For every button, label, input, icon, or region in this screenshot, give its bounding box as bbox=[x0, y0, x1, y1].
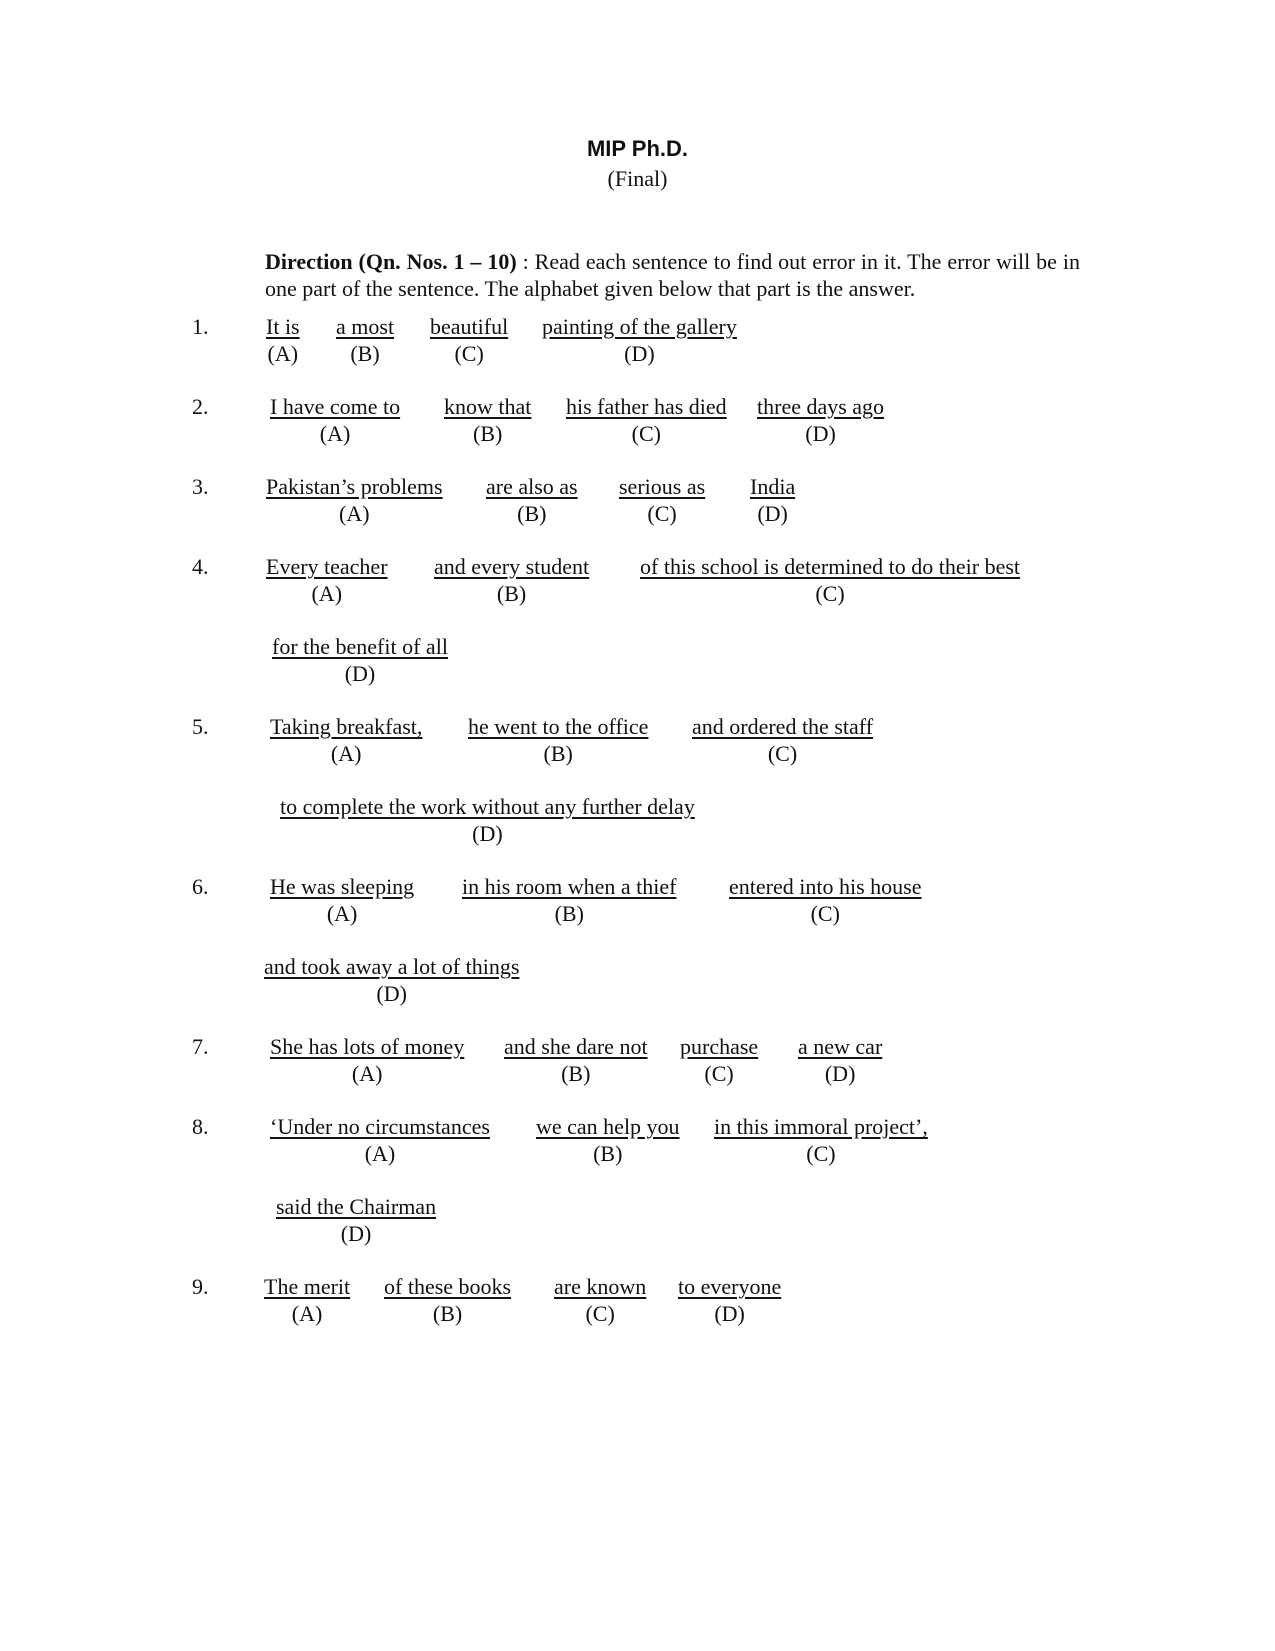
question-number: 2. bbox=[192, 394, 209, 419]
question-number: 3. bbox=[192, 474, 209, 499]
option-c: entered into his house (C) bbox=[729, 874, 922, 926]
option-a: ‘Under no circumstances (A) bbox=[270, 1114, 490, 1166]
option-a: She has lots of money (A) bbox=[270, 1034, 465, 1086]
option-b: know that (B) bbox=[444, 394, 532, 446]
question-number: 5. bbox=[192, 714, 209, 739]
option-b: and she dare not (B) bbox=[504, 1034, 648, 1086]
option-c: are known (C) bbox=[554, 1274, 647, 1326]
option-d: painting of the gallery (D) bbox=[542, 314, 737, 366]
option-d: and took away a lot of things (D) bbox=[264, 954, 520, 1006]
option-d: to complete the work without any further delay (D) bbox=[280, 794, 695, 846]
question-number: 8. bbox=[192, 1114, 209, 1139]
option-b: he went to the office (B) bbox=[468, 714, 649, 766]
option-c: of this school is determined to do their best (C) bbox=[640, 554, 1021, 606]
question-number: 4. bbox=[192, 554, 209, 579]
option-c: his father has died (C) bbox=[566, 394, 727, 446]
option-c: in this immoral project’, (C) bbox=[714, 1114, 928, 1166]
option-a: The merit (A) bbox=[264, 1274, 351, 1326]
option-d: India (D) bbox=[750, 474, 796, 526]
option-d: for the benefit of all (D) bbox=[272, 634, 448, 686]
option-a: I have come to (A) bbox=[270, 394, 401, 446]
direction-paragraph bbox=[265, 248, 1080, 302]
option-a: Pakistan’s problems (A) bbox=[266, 474, 443, 526]
option-c: purchase (C) bbox=[680, 1034, 759, 1086]
option-a: Every teacher (A) bbox=[266, 554, 388, 606]
option-b: of these books (B) bbox=[384, 1274, 512, 1326]
page-title: MIP Ph.D. bbox=[586, 136, 689, 161]
option-c: serious as (C) bbox=[619, 474, 706, 526]
direction-label: Direction (Qn. Nos. 1 – 10) bbox=[265, 249, 517, 274]
question-number: 6. bbox=[192, 874, 209, 899]
question-number: 9. bbox=[192, 1274, 209, 1299]
option-b: a most (B) bbox=[336, 314, 395, 366]
option-b: and every student (B) bbox=[434, 554, 590, 606]
question-number: 7. bbox=[192, 1034, 209, 1059]
option-d: to everyone (D) bbox=[678, 1274, 782, 1326]
option-a: Taking breakfast, (A) bbox=[270, 714, 423, 766]
option-b: are also as (B) bbox=[486, 474, 578, 526]
option-c: beautiful (C) bbox=[430, 314, 509, 366]
option-d: said the Chairman (D) bbox=[276, 1194, 437, 1246]
page-subtitle: (Final) bbox=[607, 166, 668, 191]
option-b: we can help you (B) bbox=[536, 1114, 680, 1166]
option-d: a new car (D) bbox=[798, 1034, 883, 1086]
option-b: in his room when a thief (B) bbox=[462, 874, 677, 926]
option-a: He was sleeping (A) bbox=[270, 874, 415, 926]
question-number: 1. bbox=[192, 314, 209, 339]
direction-text: : Read each sentence to find out error in it. The error will be in one part of the sentence. The alphabet given below that part is the answer. bbox=[265, 249, 1080, 301]
option-c: and ordered the staff (C) bbox=[692, 714, 874, 766]
option-d: three days ago (D) bbox=[757, 394, 885, 446]
option-a: It is (A) bbox=[266, 314, 300, 366]
